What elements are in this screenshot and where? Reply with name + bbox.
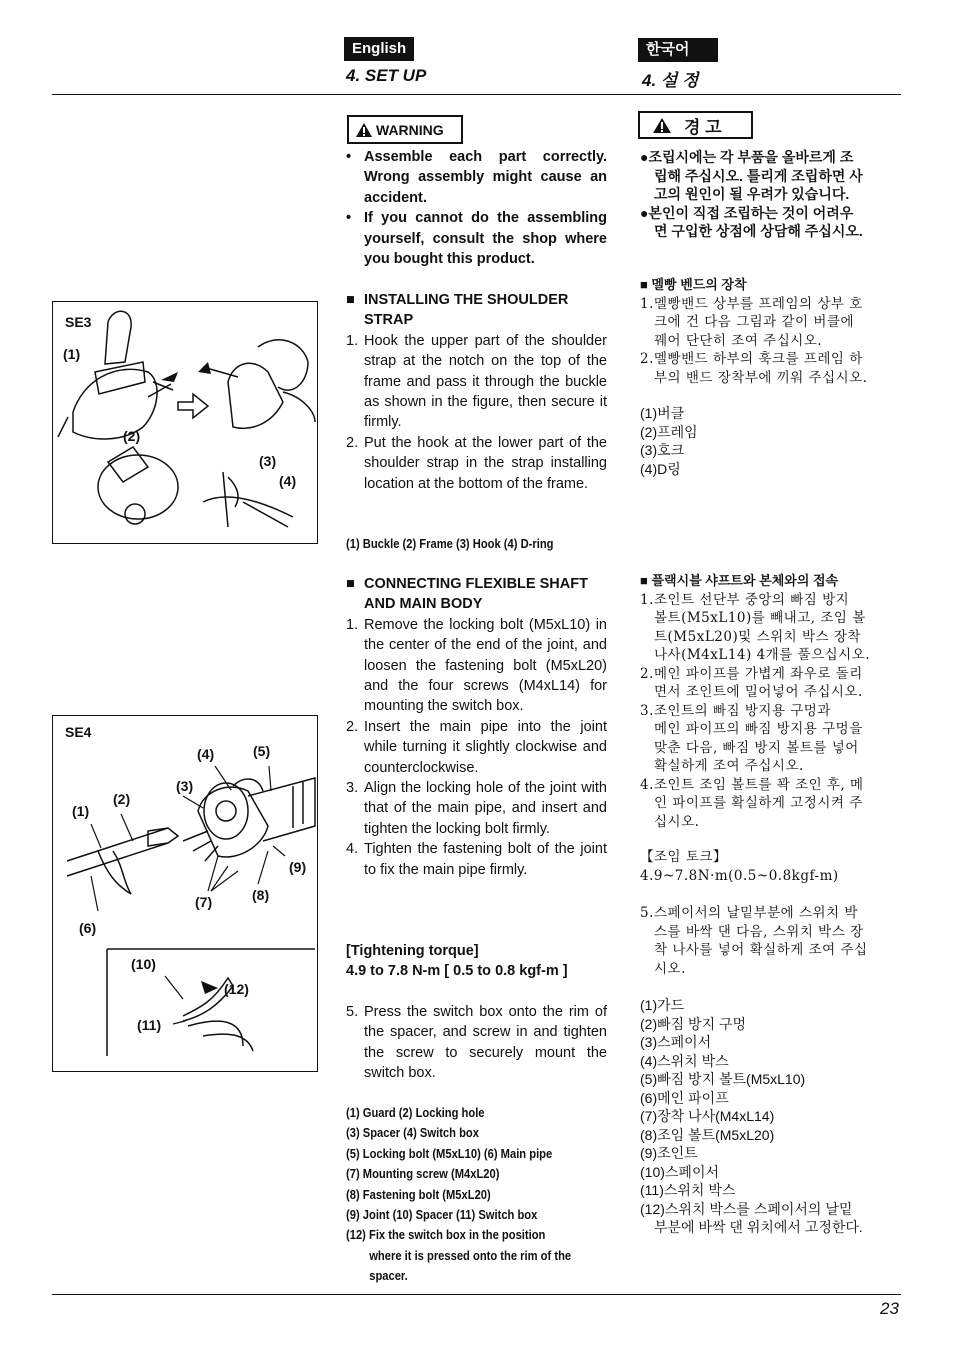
step-line: 멜빵밴드 상부를 프레임의 상부 호 xyxy=(654,295,863,312)
warning-label-english: WARNING xyxy=(376,121,444,138)
torque-value-korean: 4.9~7.8N·m(0.5~0.8kgf-m) xyxy=(640,867,839,884)
step-number: 5. xyxy=(346,1004,359,1020)
flexible-shaft-heading-text: CONNECTING FLEXIBLE SHAFT AND MAIN BODY xyxy=(364,576,588,613)
flexible-shaft-section-english xyxy=(346,574,607,880)
warning-box-english xyxy=(347,115,463,144)
step-line: 착 나사를 넣어 확실하게 조여 주십 xyxy=(654,942,868,958)
step-number: 1. xyxy=(640,295,654,312)
section-title-english: 4. SET UP xyxy=(346,66,427,85)
shoulder-strap-heading-korean: ■ 멜빵 벤드의 장착 xyxy=(640,277,747,292)
shaft-step-5-english xyxy=(346,1002,607,1084)
step-line: 인 파이프를 확실하게 고정시켜 주 xyxy=(654,795,863,811)
warning-label-korean: 경 고 xyxy=(684,117,722,137)
step-text: Align the locking hole of the joint with that of the main pipe, and insert and tighten the locking bolt firmly. xyxy=(364,780,607,837)
flexible-shaft-heading-korean: ■ 플랙시블 샤프트와 본체와의 접속 xyxy=(640,573,839,588)
step-text: Insert the main pipe into the joint while turning it slightly clockwise and counterclockwise. xyxy=(364,718,607,776)
se4-caption-english xyxy=(346,1103,608,1287)
se4-callout-7: (7) xyxy=(195,894,213,910)
warning-line: ●본인이 직접 조립하는 것이 어려우 xyxy=(640,204,854,221)
se4-callout-9: (9) xyxy=(289,859,307,875)
figure-se3 xyxy=(52,301,318,544)
se4-legend-korean xyxy=(640,996,863,1237)
se4-callout-8: (8) xyxy=(252,887,270,903)
step-number: 2. xyxy=(346,434,359,451)
step-line: 트(M5xL20)및 스위치 박스 장착 xyxy=(654,628,861,645)
step-line: 면서 조인트에 밀어넣어 주십시오. xyxy=(654,684,863,700)
square-bullet-icon: ■ xyxy=(346,292,355,308)
se4-callout-1: (1) xyxy=(72,803,90,819)
torque-label: [Tightening torque] xyxy=(346,943,479,959)
shoulder-strap-illustration xyxy=(53,302,317,543)
figure-se3-label: SE3 xyxy=(65,314,92,330)
step-line: 확실하게 조여 주십시오. xyxy=(654,758,804,774)
shaft-step xyxy=(346,717,607,778)
shaft-step xyxy=(346,839,607,880)
step-line: 시오. xyxy=(654,960,686,977)
shaft-step xyxy=(346,778,607,839)
korean-step xyxy=(640,904,905,978)
warning-list-korean xyxy=(640,148,905,241)
shoulder-step xyxy=(346,331,607,433)
se3-callout-3: (3) xyxy=(259,453,277,469)
step-line: 메인 파이프의 빠짐 방지용 구멍을 xyxy=(654,721,863,737)
shaft-step xyxy=(346,615,607,717)
step-line: 조인트의 빠짐 방지용 구멍과 xyxy=(654,702,831,719)
figure-se4 xyxy=(52,715,318,1072)
warning-line: 고의 원인이 될 우려가 있습니다. xyxy=(654,186,850,202)
legend-item: (11)스위치 박스 xyxy=(640,1182,736,1198)
step-line: 스를 바싹 댄 다음, 스위치 박스 장 xyxy=(654,923,864,940)
legend-item: (6)메인 파이프 xyxy=(640,1089,729,1106)
step-line: 볼트(M5xL10)를 빼내고, 조임 볼 xyxy=(654,610,866,626)
warning-item: • If you cannot do the assembling yourself, consult the shop where you bought this product. xyxy=(346,208,607,269)
step-text: Press the switch box onto the rim of the spacer, and screw in and tighten the screw to securely mount the switch box. xyxy=(364,1004,607,1082)
step-line: 멜빵밴드 하부의 훅크를 프레임 하 xyxy=(654,351,863,367)
se3-legend-korean xyxy=(640,404,698,478)
korean-step xyxy=(640,665,905,702)
korean-step xyxy=(640,591,905,665)
step-number: 4. xyxy=(640,776,654,793)
se4-callout-5: (5) xyxy=(253,743,271,759)
se4-callout-11: (11) xyxy=(137,1017,162,1033)
step-number: 3. xyxy=(346,780,359,797)
step-line: 맞춘 다음, 빠짐 방지 볼트를 넣어 xyxy=(654,739,859,756)
legend-item: (8)조임 볼트(M5xL20) xyxy=(640,1126,775,1143)
step-line: 십시오. xyxy=(654,813,700,830)
shaft-step-5-korean xyxy=(640,904,905,978)
flexible-shaft-heading xyxy=(346,574,607,615)
warning-triangle-icon xyxy=(355,122,373,138)
flexible-shaft-section-korean xyxy=(640,572,905,831)
shaft-step xyxy=(346,1002,607,1084)
shoulder-step xyxy=(346,433,607,494)
legend-item: (2)프레임 xyxy=(640,423,698,440)
step-text: Put the hook at the lower part of the shoulder strap in the strap installing location at the bottom of the frame. xyxy=(364,434,607,492)
se4-callout-3: (3) xyxy=(176,778,194,794)
se4-callout-2: (2) xyxy=(113,791,131,807)
figure-se4-label: SE4 xyxy=(65,724,92,740)
step-number: 3. xyxy=(640,702,654,719)
flexible-shaft-illustration xyxy=(53,716,317,1071)
caption-line: (5) Locking bolt (M5xL10) (6) Main pipe xyxy=(346,1145,553,1161)
legend-item: (5)빠짐 방지 볼트(M5xL10) xyxy=(640,1071,806,1087)
legend-item: (3)호크 xyxy=(640,442,685,458)
warning-triangle-icon xyxy=(652,117,672,134)
shoulder-strap-section-korean xyxy=(640,276,905,387)
caption-line: (9) Joint (10) Spacer (11) Switch box xyxy=(346,1207,538,1223)
shoulder-strap-heading xyxy=(346,290,607,331)
se3-caption-english: (1) Buckle (2) Frame (3) Hook (4) D-ring xyxy=(346,536,554,551)
step-number: 1. xyxy=(346,332,359,349)
legend-item: (1)가드 xyxy=(640,997,685,1013)
torque-label-korean: 【조임 토크】 xyxy=(640,849,727,865)
header-rule xyxy=(52,94,901,95)
shoulder-strap-section-english xyxy=(346,290,607,494)
legend-item: (4)스위치 박스 xyxy=(640,1052,729,1069)
korean-step xyxy=(640,702,905,776)
step-line: 조인트 선단부 중앙의 빠짐 방지 xyxy=(654,591,850,608)
legend-item: (10)스페이서 xyxy=(640,1163,719,1180)
torque-value: 4.9 to 7.8 N-m [ 0.5 to 0.8 kgf-m ] xyxy=(346,963,568,980)
se4-callout-10: (10) xyxy=(131,956,156,972)
se4-callout-4: (4) xyxy=(197,746,215,762)
legend-item: (3)스페이서 xyxy=(640,1034,712,1050)
warning-list-english xyxy=(346,147,607,269)
korean-step xyxy=(640,350,905,387)
footer-rule xyxy=(52,1294,901,1295)
step-line: 조인트 조임 볼트를 꽉 조인 후, 메 xyxy=(654,776,864,793)
step-line: 메인 파이프를 가볍게 좌우로 돌리 xyxy=(654,665,863,682)
step-number: 5. xyxy=(640,905,654,921)
se3-callout-2: (2) xyxy=(123,428,141,444)
caption-line: (3) Spacer (4) Switch box xyxy=(346,1125,479,1141)
step-number: 1. xyxy=(640,591,654,608)
tightening-torque-english xyxy=(346,941,607,982)
legend-item: (1)버클 xyxy=(640,405,685,421)
step-line: 스페이서의 날밑부분에 스위치 박 xyxy=(654,905,858,921)
step-number: 2. xyxy=(640,665,654,682)
caption-line: spacer. xyxy=(369,1268,408,1284)
step-line: 나사(M4xL14) 4개를 풀으십시오. xyxy=(654,647,871,663)
step-line: 크에 건 다음 그림과 같이 버클에 xyxy=(654,314,854,330)
caption-line: (12) Fix the switch box in the position xyxy=(346,1227,546,1243)
step-number: 1. xyxy=(346,616,359,633)
language-tag-korean: 한국어 xyxy=(638,38,718,62)
legend-item: (4)D링 xyxy=(640,460,681,477)
section-title-korean: 4. 설 정 xyxy=(642,71,699,90)
caption-line: where it is pressed onto the rim of the xyxy=(369,1247,572,1263)
step-number: 4. xyxy=(346,841,359,858)
warning-item: • Assemble each part correctly. Wrong assembly might cause an accident. xyxy=(346,147,607,208)
se4-callout-12: (12) xyxy=(224,981,249,997)
language-tag-english: English xyxy=(344,37,414,61)
legend-item: (12)스위치 박스를 스페이서의 날밑 xyxy=(640,1200,853,1217)
tightening-torque-korean xyxy=(640,848,905,885)
legend-item: (2)빠짐 방지 구멍 xyxy=(640,1015,747,1032)
warning-line: 면 구입한 상점에 상담해 주십시오. xyxy=(654,223,863,239)
se3-callout-4: (4) xyxy=(279,473,297,489)
korean-step xyxy=(640,776,905,832)
step-text: Remove the locking bolt (M5xL10) in the center of the end of the joint, and loosen the fastening bolt (M5xL20) and the four screws (M4xL14) for mounting the switch box. xyxy=(364,616,607,715)
step-line: 부의 밴드 장착부에 끼워 주십시오. xyxy=(654,369,868,386)
square-bullet-icon: ■ xyxy=(346,576,355,592)
legend-item: (9)조인트 xyxy=(640,1145,698,1161)
caption-line: (8) Fastening bolt (M5xL20) xyxy=(346,1186,491,1202)
step-number: 2. xyxy=(640,351,654,367)
step-line: 꿰어 단단히 조여 주십시오. xyxy=(654,332,823,349)
warning-line: 립해 주십시오. 틀리게 조립하면 사 xyxy=(654,167,863,184)
warning-box-korean xyxy=(638,111,753,139)
se3-callout-1: (1) xyxy=(63,346,81,362)
se4-callout-6: (6) xyxy=(79,920,97,936)
step-text: Hook the upper part of the shoulder strap at the notch on the top of the frame and pass it through the buckle as shown in the figure, then secure it firmly. xyxy=(364,332,607,431)
warning-line: ●조립시에는 각 부품을 올바르게 조 xyxy=(640,149,854,165)
caption-line: (7) Mounting screw (M4xL20) xyxy=(346,1166,500,1182)
caption-line: (1) Guard (2) Locking hole xyxy=(346,1105,485,1120)
korean-step xyxy=(640,295,905,351)
shoulder-strap-heading-text: INSTALLING THE SHOULDER STRAP xyxy=(364,292,569,329)
step-text: Tighten the fastening bolt of the joint to fix the main pipe firmly. xyxy=(364,841,607,878)
step-number: 2. xyxy=(346,718,359,735)
legend-item: (7)장착 나사(M4xL14) xyxy=(640,1108,775,1124)
legend-item: 부분에 바싹 댄 위치에서 고정한다. xyxy=(654,1219,863,1235)
page-number: 23 xyxy=(880,1299,899,1318)
